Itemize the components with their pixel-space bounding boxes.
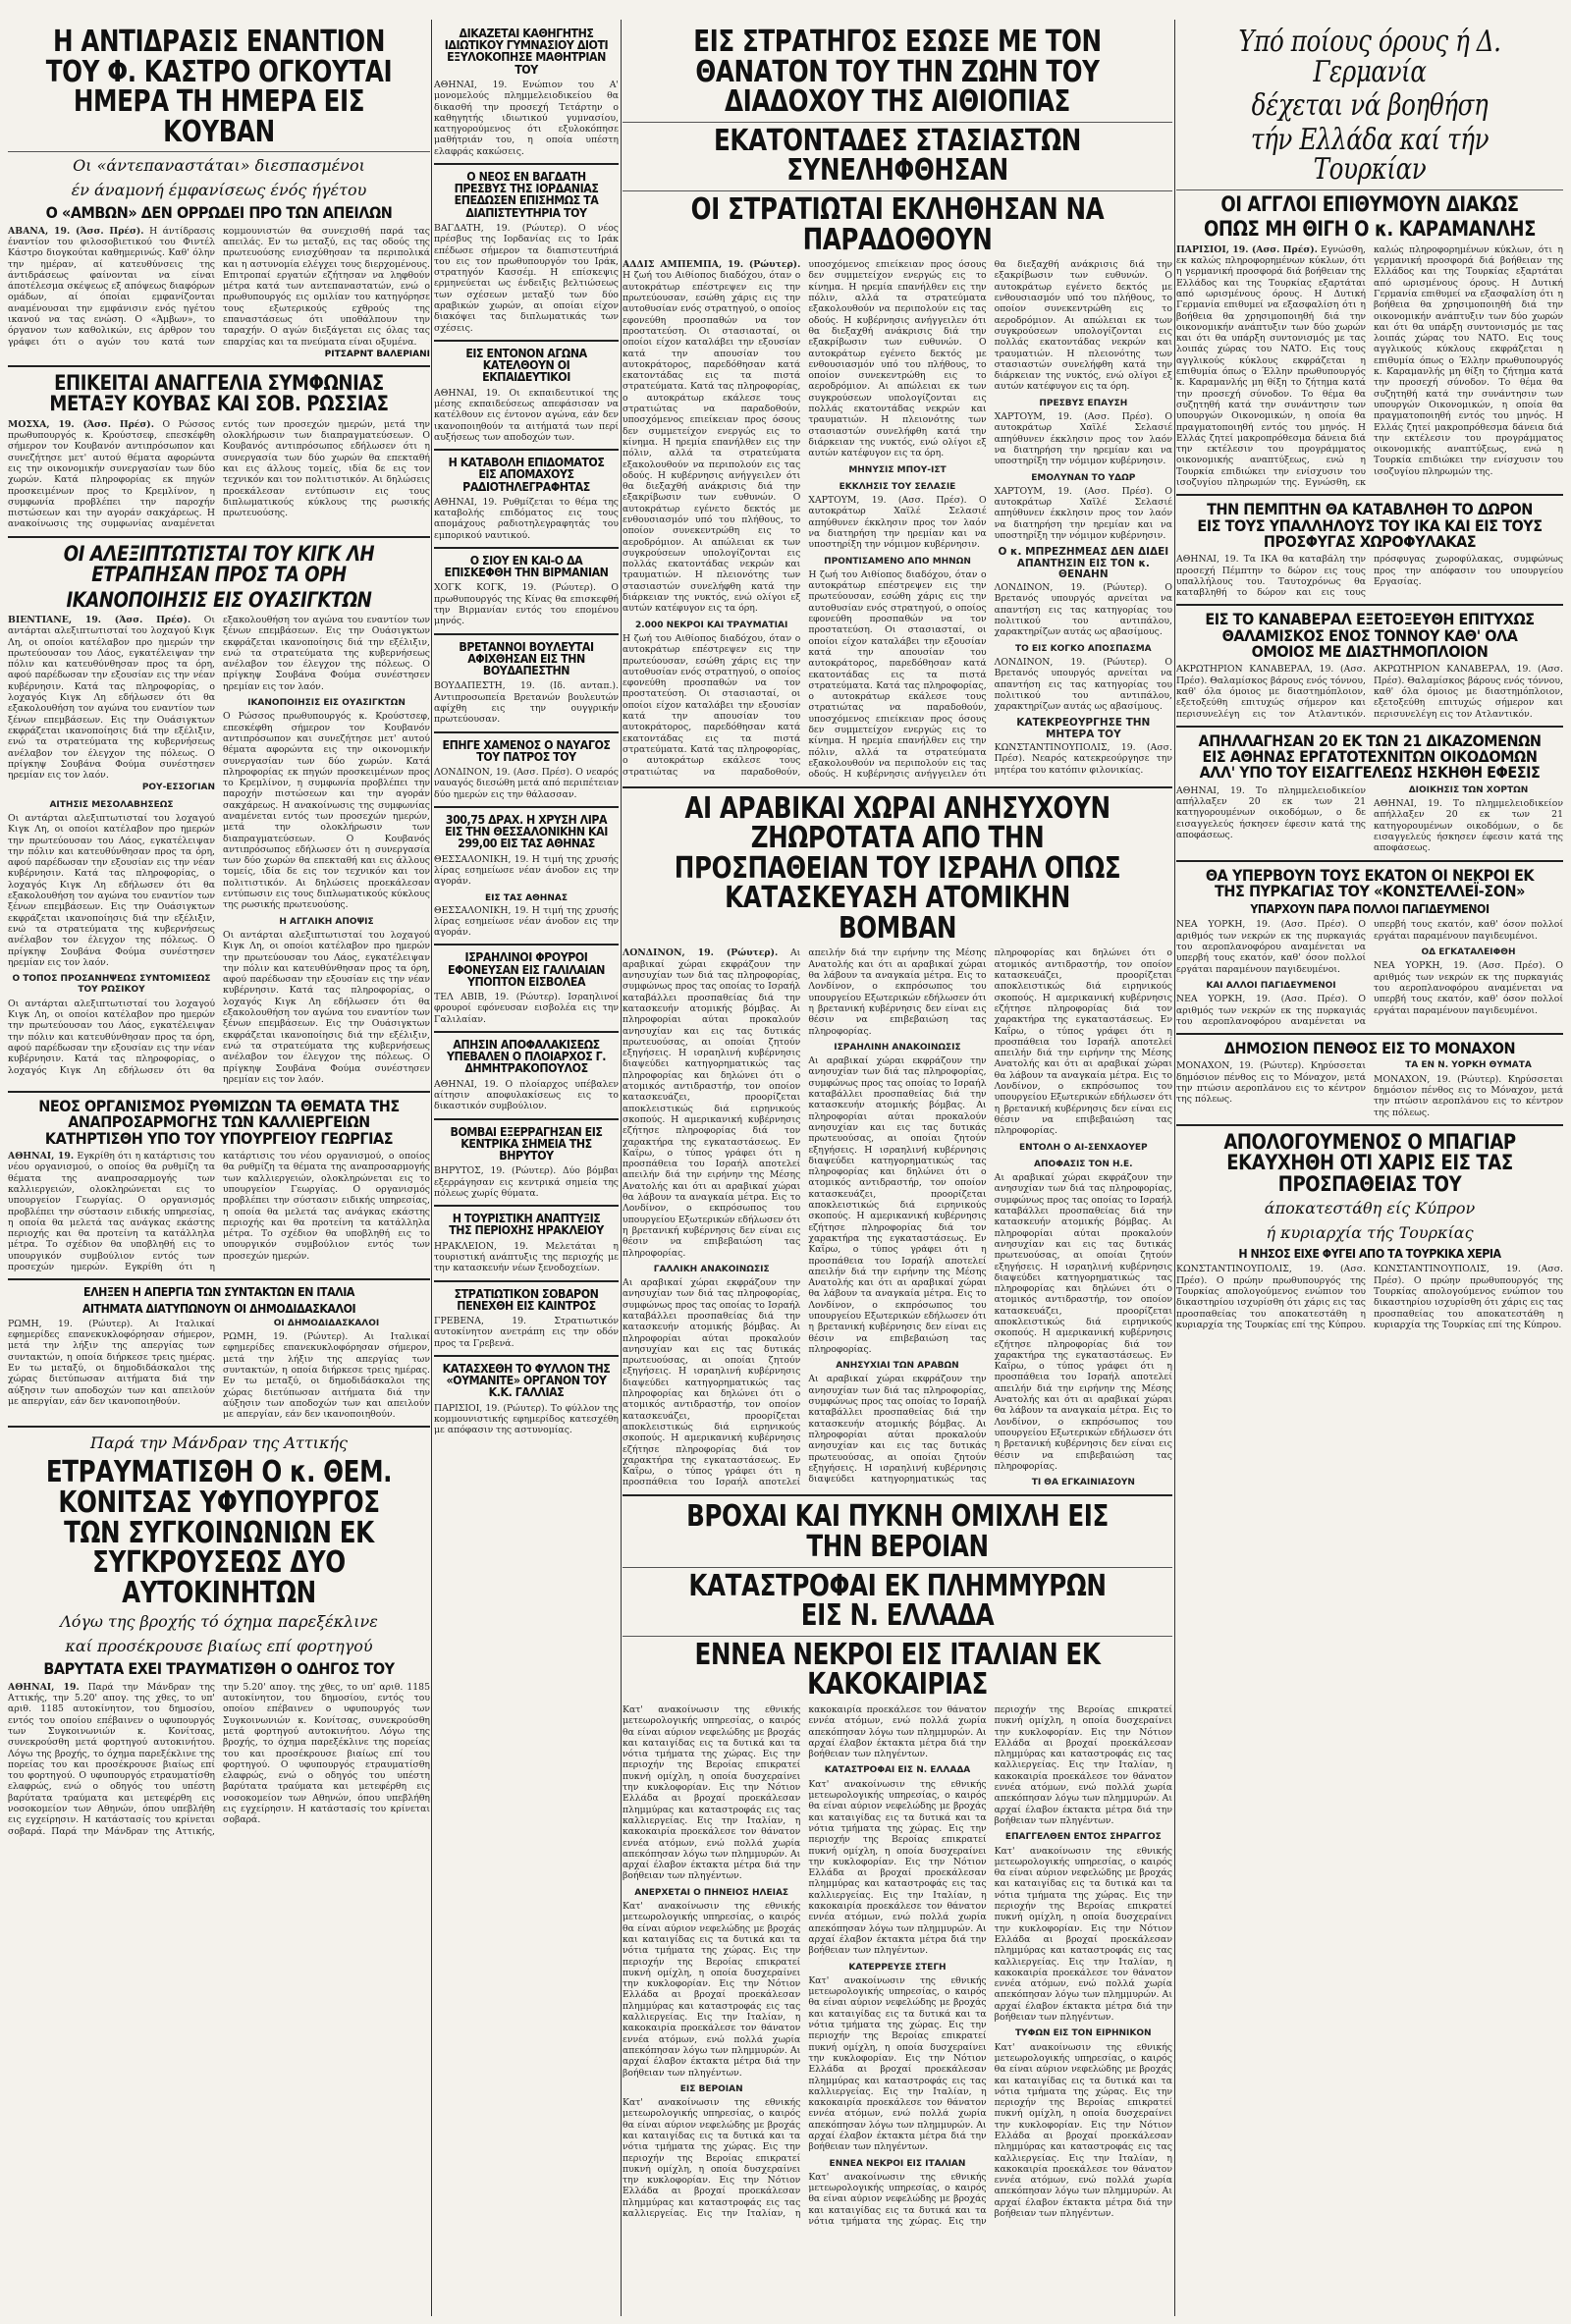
subheadline: ή κυριαρχία τής Τουρκίας xyxy=(1266,1223,1474,1243)
article-humanite xyxy=(434,1363,619,1436)
body-text: ΧΑΡΤΟΥΜ, 19. (Ασσ. Πρέσ). Ο αυτοκράτωρ Χαϊλέ Σελασιέ απηύθυνεν έκκλησιν προς τον λαόν να διατηρήση την ηρεμίαν και να υποστηρίξη την νόμιμον κυβέρνησιν. xyxy=(808,495,987,551)
subheadline: καί προσέκρουσε βιαίως επί φορτηγού xyxy=(65,1637,373,1656)
headline: ΑΠΗΣΙΝ ΑΠΟΦΑΛΑΚΙΣΕΩΣ ΥΠΕΒΑΛΕΝ Ο ΠΛΟΙΑΡΧΟΣ Γ. ΔΗΜΗΤΡΑΚΟΠΟΥΛΟΣ xyxy=(447,1037,606,1076)
headline: ΝΕΟΣ ΟΡΓΑΝΙΣΜΟΣ ΡΥΘΜΙΖΩΝ ΤΑ ΘΕΜΑΤΑ ΤΗΣ ΑΝΑΠΡΟΣΑΡΜΟΓΗΣ ΤΩΝ ΚΑΛΛΙΕΡΓΕΙΩΝ ΚΑΤΗΡΤΙΣΘΗ ΥΠΟ ΤΟΥ ΥΠΟΥΡΓΕΙΟΥ ΓΕΩΡΓΙΑΣ xyxy=(38,1097,400,1148)
subheadline: ΥΠΑΡΧΟΥΝ ΠΑΡΑ ΠΟΛΛΟΙ ΠΑΓΙΔΕΥΜΕΝΟΙ xyxy=(1250,902,1490,917)
article-body: ΑΘΗΝΑΙ, 19. Ενώπιον του Α' μονομελούς πλημμελειοδικείου θα δικασθή την προσεχή Τετάρτην ο καθηγητής ιδιωτικού γυμνασίου, κατηγορούμενος ότι εξυλοκόπησε μαθήτριάν του, η οποία υπέστη ελαφράς κακώσεις. xyxy=(434,79,619,157)
article-bayar xyxy=(1176,1129,1563,1330)
body-text: Η ζωή του Αιθίοπος διαδόχου, όταν ο αυτοκράτωρ επέστρεψεν εις την πρωτεύουσαν, εσώθη χάρις εις την αυτοθυσίαν ενός στρατηγού, ο οποίος εφονεύθη προσπαθών να τον προστατεύση. Οι στασιασταί, οι οποίοι είχον καταλάβει την εξουσίαν κατά την απουσίαν του αυτοκράτορος, παρεδόθησαν κατά εκατοντάδας εις τα πιστά στρατεύματα. Κατά τας πληροφορίας, ο αυτοκράτωρ εκάλεσε τους στρατιώτας να παραδοθούν, υποσχόμενος επιείκειαν προς όσους δεν συμμετείχον ενεργώς εις το κίνημα. Η ηρεμία επανήλθεν εις την πόλιν, αλλά τα στρατεύματα εξακολουθούν να περιπολούν εις τας οδούς. Η κυβέρνησις ανήγγειλεν ότι θα διεξαχθή ανάκρισις διά την εξακρίβωσιν των ευθυνών. Ο αυτοκράτωρ εγένετο δεκτός με ενθουσιασμόν υπό του πλήθους, το οποίον συνεκεντρώθη εις το αεροδρόμιον. Αι απώλειαι εκ των συγκρούσεων υπολογίζονται εις πολλάς εκατοντάδας νεκρών και τραυματιών. Η πλειονότης των στασιαστών συνελήφθη κατά την διάρκειαν της νυκτός, ενώ ολίγοι εξ αυτών κατέφυγον εις τα όρη. xyxy=(623,259,987,778)
divider xyxy=(1176,1124,1563,1126)
body-text: Κατ' ανακοίνωσιν της εθνικής μετεωρολογικής υπηρεσίας, ο καιρός θα είναι αύριον νεφελώδης με βροχάς και καταιγίδας εις τα δυτικά και τα νότια τμήματα της χώρας. Εις την περιοχήν της Βεροίας επικρατεί πυκνή ομίχλη, η οποία δυσχεραίνει την κυκλοφορίαν. Εις την Νότιον Ελλάδα αι βροχαί προεκάλεσαν πλημμύρας και καταστροφάς εις τας καλλιεργείας. Εις την Ιταλίαν, η κακοκαιρία προεκάλεσε τον θάνατον εννέα ατόμων, ενώ πολλά χωρία απεκόπησαν λόγω των πλημμυρών. Αι αρχαί έλαβον έκτακτα μέτρα διά την βοήθειαν των πληγέντων. xyxy=(808,1778,987,1957)
article-konitsas xyxy=(8,1433,430,1836)
section-subhead: ΑΠΟΦΑΣΙΣ ΤΟΝ Η.Ε. xyxy=(1034,1159,1133,1169)
section-subhead: ΚΑΤΕΡΡΕΥΣΕ ΣΤΕΓΗ xyxy=(848,1962,947,1973)
article-body xyxy=(623,947,1172,1488)
dateline: ΛΟΝΔΙΝΟΝ, 19. (Ρώυτερ). xyxy=(623,947,779,959)
body-text: ΧΑΡΤΟΥΜ, 19. (Ασσ. Πρέσ). Ο αυτοκράτωρ Χαϊλέ Σελασιέ απηύθυνεν έκκλησιν προς τον λαόν να διατηρήση την ηρεμίαν και να υποστηρίξη την νόμιμον κυβέρνησιν. xyxy=(994,411,1172,467)
section-subhead: ΤΙ ΘΑ ΕΓΚΑΙΝΙΑΣΟΥΝ xyxy=(1031,1478,1135,1488)
divider xyxy=(1176,604,1563,606)
divider xyxy=(8,151,430,152)
headline: ΔΗΜΟΣΙΟΝ ΠΕΝΘΟΣ ΕΙΣ ΤΟ ΜΟΝΑΧΟΝ xyxy=(1223,1039,1516,1058)
body-text: Η άντίδρασις έναντίον του φιλοσοβιετικού του Φιντέλ Κάστρο διογκούται καθημερινώς. Καθ' όλην την ημέραν, αί κατευθύνσεις της άντιδράσεως φαίνονται να είναι άποτέλεσμα σκέψεως εξ απόψεως διαφόρων ομάδων, αί όποίαι εμφανίζονται αναμένουσαι την εμφάνισιν ενός ηγέτου ικανού να τας ενώση. Ο «Άμβων», το όργανον των καθολικών, εις άρθρον του γράφει ότι ο αγών του κατά των κομμουνιστών θα συνεχισθή παρά τας απειλάς. Εν τω μεταξύ, εις τας οδούς της πρωτευούσης ενισχύθησαν τα περιπολικά και η αστυνομία ελέγχει τους διερχομένους. Επιτροπαί εργατών εζήτησαν να ληφθούν μέτρα κατά των αντεπαναστατών, ενώ ο πρωθυπουργός εις ομιλίαν του κατηγόρησε τους εξωτερικούς εχθρούς της επαναστάσεως ότι υποθάλπουν την ταραχήν. Ο αγών διεξάγεται εις όλας τας επαρχίας και τα πνεύματα είναι οξυμένα. xyxy=(8,225,430,348)
headline: Υπό ποίους όρους ή Δ. Γερμανία xyxy=(1238,27,1501,89)
section-subhead: ΕΙΣ ΤΑΣ ΑΘΗΝΑΣ xyxy=(485,892,568,903)
headline: ΑΠΟΛΟΓΟΥΜΕΝΟΣ Ο ΜΠΑΓΙΑΡ ΕΚΑΥΧΗΘΗ ΟΤΙ ΧΑΡΙΣ ΕΙΣ ΤΑΣ ΠΡΟΣΠΑΘΕΙΑΣ ΤΟΥ xyxy=(1223,1129,1516,1196)
article-body xyxy=(1176,919,1563,1027)
divider xyxy=(434,547,619,549)
body-text: ΑΚΡΩΤΗΡΙΟΝ ΚΑΝΑΒΕΡΑΛ, 19. (Ασσ. Πρέσ). Θαλαμίσκος βάρους ενός τόννου, καθ' όλα όμοιος με διαστημόπλοιον, εξετοξεύθη επιτυχώς σήμερον και περισυνελέγη εις τον Ατλαντικόν. xyxy=(1374,664,1563,720)
subheadline: ΙΚΑΝΟΠΟΙΗΣΙΣ ΕΙΣ ΟΥΑΣΙΓΚΤΩΝ xyxy=(66,587,372,612)
body-text: ΚΩΝΣΤΑΝΤΙΝΟΥΠΟΛΙΣ, 19. (Ασσ. Πρέσ). Ο πρώην πρωθυπουργός της Τουρκίας απολογούμενος ενώπιον του δικαστηρίου ισχυρίσθη ότι χάρις εις τας προσπαθείας του αποκατεστάθη η κυριαρχία της Τουρκίας επί της Κύπρου. xyxy=(1176,1264,1366,1330)
divider xyxy=(434,806,619,808)
headline: ΙΣΡΑΗΛΙΝΟΙ ΦΡΟΥΡΟΙ ΕΦΟΝΕΥΣΑΝ ΕΙΣ ΓΑΛΙΛΑΙΑΝ ΥΠΟΠΤΟΝ ΕΙΣΒΟΛΕΑ xyxy=(448,950,605,989)
body-text: Αι αραβικαί χώραι εκφράζουν την ανησυχίαν των διά τας πληροφορίας, συμφώνως προς τας οποίας το Ισραήλ καταβάλλει προσπαθείας διά την κατασκευήν ατομικής βόμβας. Αι πληροφορίαι αύται προκαλούν ανησυχίαν και εις τας δυτικάς πρωτευούσας, αι οποίαι ζητούν εξηγήσεις. Η ισραηλινή κυβέρνησις διαψεύδει κατηγορηματικώς τας πληροφορίας και δηλώνει ότι ο ατομικός αντιδραστήρ, τον οποίον κατασκευάζει, προορίζεται αποκλειστικώς διά ειρηνικούς σκοπούς. Η αμερικανική κυβέρνησις εζήτησε πληροφορίας διά τον χαρακτήρα της εγκαταστάσεως. Εν Καΐρω, ο τύπος γράφει ότι η προσπάθεια του Ισραήλ αποτελεί απειλήν διά την ειρήνην της Μέσης Ανατολής και ότι αι αραβικαί χώραι θα λάβουν τα αναγκαία μέτρα. Εις το Λονδίνον, ο εκπρόσωπος του υπουργείου Εξωτερικών εδήλωσεν ότι η βρετανική κυβέρνησις δεν είναι εις θέσιν να επιβεβαιώση τας πληροφορίας. xyxy=(808,1055,987,1355)
article-body: ΒΟΥΔΑΠΕΣΤΗ, 19. (Ιδ. ανταπ.). Αντιπροσωπεία Βρετανών βουλευτών αφίχθη εις την ουγγρικήν πρωτεύουσαν. xyxy=(434,680,619,726)
article-body: ΑΘΗΝΑΙ, 19. Οι εκπαιδευτικοί της μέσης εκπαιδεύσεως απεφάσισαν να κατέλθουν εις έντονον αγώνα, εάν δεν ικανοποιηθούν τα αιτήματά των περί αυξήσεως των αποδοχών των. xyxy=(434,387,619,443)
article-heraklion xyxy=(434,1213,619,1273)
article-radio xyxy=(434,457,619,541)
subheadline: ΟΠΩΣ ΜΗ ΘΙΓΗ Ο κ. ΚΑΡΑΜΑΝΛΗΣ xyxy=(1203,217,1537,242)
body-text: ΜΟΝΑΧΟΝ, 19. (Ρώυτερ). Κηρύσσεται δημόσιον πένθος εις το Μόναχον, μετά την πτώσιν αεροπλάνου εις το κέντρον της πόλεως. xyxy=(1176,1060,1366,1106)
article-body xyxy=(1176,244,1563,489)
article-italy-strike xyxy=(8,1286,430,1420)
column-1 xyxy=(8,27,430,2314)
body-text: Αι αραβικαί χώραι εκφράζουν την ανησυχίαν των διά τας πληροφορίας, συμφώνως προς τας οποίας το Ισραήλ καταβάλλει προσπαθείας διά την κατασκευήν ατομικής βόμβας. Αι πληροφορίαι αύται προκαλούν ανησυχίαν και εις τας δυτικάς πρωτευούσας, αι οποίαι ζητούν εξηγήσεις. Η ισραηλινή κυβέρνησις διαψεύδει κατηγορηματικώς τας πληροφορίας και δηλώνει ότι ο ατομικός αντιδραστήρ, τον οποίον κατασκευάζει, προορίζεται αποκλειστικώς διά ειρηνικούς σκοπούς. Η αμερικανική κυβέρνησις εζήτησε πληροφορίας διά τον χαρακτήρα της εγκαταστάσεως. Εν Καΐρω, ο τύπος γράφει ότι η προσπάθεια του Ισραήλ αποτελεί απειλήν διά την ειρήνην της Μέσης Ανατολής και ότι αι αραβικαί χώραι θα λάβουν τα αναγκαία μέτρα. Εις το Λονδίνον, ο εκπρόσωπος του υπουργείου Εξωτερικών εδήλωσεν ότι η βρετανική κυβέρνησις δεν είναι εις θέσιν να επιβεβαιώση τας πληροφορίας. xyxy=(623,947,801,1259)
headline: Ο ΝΕΟΣ ΕΝ ΒΑΓΔΑΤΗ ΠΡΕΣΒΥΣ ΤΗΣ ΙΟΡΔΑΝΙΑΣ ΕΠΕΔΩΣΕΝ ΕΠΙΣΗΜΩΣ ΤΑ ΔΙΑΠΙΣΤΕΥΤΗΡΙΑ ΤΟΥ xyxy=(454,170,599,220)
article-israel-guards xyxy=(434,951,619,1025)
article-body xyxy=(623,259,1172,780)
section-subhead: ΚΑΤΕΚΡΕΟΥΡΓΗΣΕ ΤΗΝ ΜΗΤΕΡΑ ΤΟΥ xyxy=(1016,717,1151,740)
subheadline: ΑΙΤΗΜΑΤΑ ΔΙΑΤΥΠΩΝΟΥΝ ΟΙ ΔΗΜΟΔΙΔΑΣΚΑΛΟΙ xyxy=(81,1301,356,1316)
section-subhead: 2.000 ΝΕΚΡΟΙ ΚΑΙ ΤΡΑΥΜΑΤΙΑΙ xyxy=(634,620,788,630)
headline: ΔΙΚΑΖΕΤΑΙ ΚΑΘΗΓΗΤΗΣ ΙΔΙΩΤΙΚΟΥ ΓΥΜΝΑΣΙΟΥ ΔΙΟΤΙ ΕΞΥΛΟΚΟΠΗΣΕ ΜΑΘΗΤΡΙΑΝ ΤΟΥ xyxy=(444,27,609,77)
column-2 xyxy=(434,27,619,2314)
article-agriculture xyxy=(8,1099,430,1272)
dateline: ΒΙΕΝΤΙΑΝΕ, 19. (Άσσ. Πρέσ). xyxy=(8,614,191,625)
divider xyxy=(434,1205,619,1207)
section-subhead: ΜΗΝΥΣΙΣ ΜΠΟΥ-ΙΣΤ xyxy=(848,464,947,475)
body-text: Κατ' ανακοίνωσιν της εθνικής μετεωρολογικής υπηρεσίας, ο καιρός θα είναι αύριον νεφελώδης με βροχάς και καταιγίδας εις τα δυτικά και τα νότια τμήματα της χώρας. Εις την περιοχήν της Βεροίας επικρατεί πυκνή ομίχλη, η οποία δυσχεραίνει την κυκλοφορίαν. Εις την Νότιον Ελλάδα αι βροχαί προεκάλεσαν πλημμύρας και καταστροφάς εις τας καλλιεργείας. Εις την Ιταλίαν, η κακοκαιρία προεκάλεσε τον θάνατον εννέα ατόμων, ενώ πολλά χωρία απεκόπησαν λόγω των πλημμυρών. Αι αρχαί έλαβον έκτακτα μέτρα διά την βοήθειαν των πληγέντων. xyxy=(623,1704,801,1882)
article-germany-aid xyxy=(1176,27,1563,488)
dateline: ΑΘΗΝΑΙ, 19. xyxy=(8,1151,75,1162)
article-grevena xyxy=(434,1288,619,1349)
headline: ΚΑΤΑΣΧΕΘΗ ΤΟ ΦΥΛΛΟΝ ΤΗΣ «ΟΥΜΑΝΙΤΕ» ΟΡΓΑΝΟΝ ΤΟΥ Κ.Κ. ΓΑΛΛΙΑΣ xyxy=(442,1361,611,1400)
subheadline: Οι «άντεπαναστάται» διεσπασμένοι xyxy=(73,156,365,176)
headline: δέχεται νά βοηθήση xyxy=(1251,88,1489,124)
body-text: ΛΟΝΔΙΝΟΝ, 19. (Ρώυτερ). Ο Βρετανός υπουργός αρνείται να απαντήση εις τας κατηγορίας του πολιτικού του αντιπάλου, χαρακτηρίζων αυτάς ως αβασίμους. xyxy=(994,656,1172,713)
section-subhead: ΤΥΦΩΝ ΕΙΣ ΤΟΝ ΕΙΡΗΝΙΚΟΝ xyxy=(1015,2028,1152,2039)
body-text: Κατ' ανακοίνωσιν της εθνικής μετεωρολογικής υπηρεσίας, ο καιρός θα είναι αύριον νεφελώδης με βροχάς και καταιγίδας εις τα δυτικά και τα νότια τμήματα της χώρας. Εις την περιοχήν της Βεροίας επικρατεί πυκνή ομίχλη, η οποία δυσχεραίνει την κυκλοφορίαν. Εις την Νότιον Ελλάδα αι βροχαί προεκάλεσαν πλημμύρας και καταστροφάς εις τας καλλιεργείας. Εις την Ιταλίαν, η κακοκαιρία προεκάλεσε τον θάνατον εννέα ατόμων, ενώ πολλά χωρία απεκόπησαν λόγω των πλημμυρών. Αι αρχαί έλαβον έκτακτα μέτρα διά την βοήθειαν των πληγέντων. xyxy=(808,1974,987,2153)
divider xyxy=(434,633,619,635)
subheadline: ΚΑΤΑΣΤΡΟΦΑΙ ΕΚ ΠΛΗΜΜΥΡΩΝ ΕΙΣ Ν. ΕΛΛΑΔΑ xyxy=(688,1568,1107,1634)
headline: ΘΑ ΥΠΕΡΒΟΥΝ ΤΟΥΣ ΕΚΑΤΟΝ ΟΙ ΝΕΚΡΟΙ ΕΚ ΤΗΣ ΠΥΡΚΑΓΙΑΣ ΤΟΥ «ΚΟΝΣΤΕΛΛΕΪ-ΣΟΝ» xyxy=(1205,865,1535,900)
article-builders xyxy=(1176,730,1563,854)
divider xyxy=(1176,494,1563,496)
divider xyxy=(8,1426,430,1428)
divider xyxy=(623,1636,1172,1637)
section-subhead: ΔΙΟΙΚΗΣΙΣ ΤΩΝ ΧΟΡΤΩΝ xyxy=(1408,784,1529,795)
headline: ΕΠΗΓΕ ΧΑΜΕΝΟΣ Ο ΝΑΥΑΓΟΣ ΤΟΥ ΠΑΤΡΟΣ ΤΟΥ xyxy=(442,737,611,764)
article-body xyxy=(1176,785,1563,854)
body-text: ΡΩΜΗ, 19. (Ρώυτερ). Αι Ιταλικαί εφημερίδες επανεκυκλοφόρησαν σήμερον, μετά την λήξιν της απεργίας των συντακτών, η οποία διήρκεσε τρεις ημέρας. Εν τω μεταξύ, οι δημοδιδάσκαλοι της χώρας διετύπωσαν αιτήματα διά την αύξησιν των αποδοχών των και απειλούν με απεργίαν, εάν δεν ικανοποιηθούν. xyxy=(8,1318,215,1407)
dateline: ΑΔΔΙΣ ΑΜΠΕΜΠΑ, 19. (Ρώυτερ). xyxy=(623,259,801,271)
subheadline: άποκατεστάθη είς Κύπρον xyxy=(1264,1199,1476,1218)
dateline: ΑΒΑΝΑ, 19. (Άσσ. Πρέσ). xyxy=(8,225,144,237)
section-subhead: ΤΟ ΕΙΣ ΚΟΓΚΟ ΑΠΟΣΠΑΣΜΑ xyxy=(1014,643,1152,654)
article-body xyxy=(1176,1060,1563,1117)
subheadline: ΟΙ ΑΓΓΛΟΙ ΕΠΙΘΥΜΟΥΝ ΔΙΑΚΩΣ xyxy=(1220,191,1519,216)
body-text: Οι αντάρται αλεξιπτωτισταί του λοχαγού Κιγκ Λη, οι οποίοι κατέλαβον προ ημερών την πρωτεύουσαν του Λάος, εγκατέλειψαν την πόλιν και κατευθύνθησαν προς τα όρη, αφού παρέδωσαν την εξουσίαν εις την νέαν κυβέρνησιν. Κατά τας πληροφορίας, ο λοχαγός Κιγκ Λη εδήλωσεν ότι θα εξακολουθήση τον αγώνα του εναντίον των ξένων επεμβάσεων. Εις την Ουάσιγκτων εκφράζεται ικανοποίησις διά την εξέλιξιν, ενώ τα στρατεύματα της κυβερνήσεως ανέλαβον τον έλεγχον της πόλεως. Ο πρίγκηψ Σουβάνα Φούμα συνέστησεν ηρεμίαν εις τον λαόν. xyxy=(8,813,215,968)
divider xyxy=(434,944,619,946)
column-rule xyxy=(621,20,622,2316)
headline: 300,75 ΔΡΑΧ. Η ΧΡΥΣΗ ΛΙΡΑ ΕΙΣ ΤΗΝ ΘΕΣΣΑΛΟΝΙΚΗΝ ΚΑΙ 299,00 ΕΙΣ ΤΑΣ ΑΘΗΝΑΣ xyxy=(445,812,608,851)
article-body xyxy=(623,1704,1172,2227)
article-body xyxy=(8,615,430,1085)
headline: ΕΙΣ ΕΝΤΟΝΟΝ ΑΓΩΝΑ ΚΑΤΕΛΘΟΥΝ ΟΙ ΕΚΠΑΙΔΕΥΤΙΚΟΙ xyxy=(465,346,587,385)
article-budapest xyxy=(434,641,619,726)
divider xyxy=(8,1278,430,1280)
headline: ΒΡΟΧΑΙ ΚΑΙ ΠΥΚΝΗ ΟΜΙΧΛΗ ΕΙΣ ΤΗΝ ΒΕΡΟΙΑΝ xyxy=(686,1499,1109,1565)
article-castro xyxy=(8,27,430,359)
body-text: Εγκρίθη ότι η κατάρτισις του νέου οργανισμού, ο οποίος θα ρυθμίζη τα θέματα της αναπροσαρμογής των καλλιεργειών, ολοκληρώνεται εις το υπουργείον Γεωργίας. Ο οργανισμός προβλέπει την σύστασιν ειδικής υπηρεσίας, η οποία θα μελετά τας ανάγκας εκάστης περιοχής και θα προτείνη τα κατάλληλα μέτρα. Το σχέδιον θα υποβληθή εις το υπουργικόν συμβούλιον εντός των προσεχών ημερών. xyxy=(8,1151,215,1273)
article-laos xyxy=(8,541,430,1085)
body-text: ΛΟΝΔΙΝΟΝ, 19. (Ρώυτερ). Ο Βρετανός υπουργός αρνείται να απαντήση εις τας κατηγορίας του πολιτικού του αντιπάλου, χαρακτηρίζων αυτάς ως αβασίμους. xyxy=(994,582,1172,638)
headline: ΣΤΡΑΤΙΩΤΙΚΟΝ ΣΟΒΑΡΟΝ ΠΕΝΕΧΘΗ ΕΙΣ ΚΑΙΝΤΡΟΣ xyxy=(454,1286,599,1313)
body-text: Κατ' ανακοίνωσιν της εθνικής μετεωρολογικής υπηρεσίας, ο καιρός θα είναι αύριον νεφελώδης με βροχάς και καταιγίδας εις τα δυτικά και τα νότια τμήματα της χώρας. Εις την περιοχήν της Βεροίας επικρατεί πυκνή ομίχλη, η οποία δυσχεραίνει την κυκλοφορίαν. Εις την Νότιον Ελλάδα αι βροχαί προεκάλεσαν πλημμύρας και καταστροφάς εις τας καλλιεργείας. Εις την Ιταλίαν, η κακοκαιρία προεκάλεσε τον θάνατον εννέα ατόμων, ενώ πολλά χωρία απεκόπησαν λόγω των πλημμυρών. Αι αρχαί έλαβον έκτακτα μέτρα διά την βοήθειαν των πληγέντων. xyxy=(623,1704,987,2220)
article-body: ΘΕΣΣΑΛΟΝΙΚΗ, 19. Η τιμή της χρυσής λίρας εσημείωσε νέαν άνοδον εις την αγοράν. xyxy=(434,853,619,888)
headline: τήν Ελλάδα καί τήν Τουρκίαν xyxy=(1250,122,1490,188)
divider xyxy=(434,1280,619,1282)
section-subhead: Ο ΤΟΠΟΣ ΠΡΟΣΑΝΗΨΕΩΣ ΣΥΝΤΟΜΙΣΕΩΣ ΤΟΥ ΡΩΣΙΚΟΥ xyxy=(12,974,211,996)
divider xyxy=(434,731,619,733)
section-subhead: ΠΡΕΣΒΥΣ ΕΠΑΥΣΗ xyxy=(1039,398,1128,408)
article-body xyxy=(8,226,430,348)
body-text: Εγνώσθη, εκ καλώς πληροφορημένων κύκλων, ότι η γερμανική προσφορά διά βοήθειαν της Ελλάδος και της Τουρκίας εξαρτάται από ωρισμένους όρους. Η Δυτική Γερμανία επιθυμεί να εξασφαλίση ότι η βοήθεια θα χρησιμοποιηθή διά την οικονομικήν ανάπτυξιν των δύο χωρών και ότι θα υπάρξη συντονισμός με τας λοιπάς χώρας του ΝΑΤΟ. Εις τους αγγλικούς κύκλους εκφράζεται η επιθυμία όπως ο Έλλην πρωθυπουργός κ. Καραμανλής μη θίξη το ζήτημα κατά την προσεχή σύνοδον. Το θέμα θα συζητηθή κατά την συνάντησιν των υπουργών Οικονομικών, η οποία θα πραγματοποιηθή εντός του μηνός. Η Ελλάς ζητεί μακροπρόθεσμα δάνεια διά την εκτέλεσιν του προγράμματος οικονομικής αναπτύξεως, ενώ η Τουρκία επιδιώκει την ενίσχυσιν του ισοζυγίου πληρωμών της. xyxy=(1305,243,1563,489)
dateline: ΜΟΣΧΑ, 19. (Άσσ. Πρέσ). xyxy=(8,418,154,430)
headline: ΕΙΣ ΣΤΡΑΤΗΓΟΣ ΕΣΩΣΕ ΜΕ ΤΟΝ ΘΑΝΑΤΟΝ ΤΟΥ ΤΗΝ ΖΩΗΝ ΤΟΥ ΔΙΑΔΟΧΟΥ ΤΗΣ ΑΙΘΙΟΠΙΑΣ xyxy=(693,27,1102,120)
section-subhead: ΤΑ ΕΝ Ν. ΥΟΡΚΗ ΘΥΜΑΤΑ xyxy=(1405,1060,1532,1071)
divider xyxy=(434,340,619,342)
divider xyxy=(8,365,430,367)
subheadline: έν άναμονή έμφανίσεως ένός ήγέτου xyxy=(71,181,367,200)
section-subhead: ΚΑΙ ΑΛΛΟΙ ΠΑΓΙΔΕΥΜΕΝΟΙ xyxy=(1206,980,1336,991)
article-constellation-fire xyxy=(1176,865,1563,1028)
article-ika-bonus xyxy=(1176,502,1563,598)
body-text: Εγκρίθη ότι η κατάρτισις του νέου οργανισμού, ο οποίος θα ρυθμίζη τα θέματα της αναπροσαρμογής των καλλιεργειών, ολοκληρώνεται εις το υπουργείον Γεωργίας. Ο οργανισμός προβλέπει την σύστασιν ειδικής υπηρεσίας, η οποία θα μελετά τας ανάγκας εκάστης περιοχής και θα προτείνη τα κατάλληλα μέτρα. Το σχέδιον θα υποβληθή εις το υπουργικόν συμβούλιον εντός των προσεχών ημερών. xyxy=(124,1151,430,1273)
subheadline: ΕΚΑΤΟΝΤΑΔΕΣ ΣΤΑΣΙΑΣΤΩΝ ΣΥΝΕΛΗΦΘΗΣΑΝ xyxy=(714,123,1081,189)
headline: ΒΟΜΒΑΙ ΕΞΕΡΡΑΓΗΣΑΝ ΕΙΣ ΚΕΝΤΡΙΚΑ ΣΗΜΕΙΑ ΤΗΣ ΒΗΡΥΤΟΥ xyxy=(450,1124,603,1163)
body-text: ΑΚΡΩΤΗΡΙΟΝ ΚΑΝΑΒΕΡΑΛ, 19. (Ασσ. Πρέσ). Θαλαμίσκος βάρους ενός τόννου, καθ' όλα όμοιος με διαστημόπλοιον, εξετοξεύθη επιτυχώς σήμερον και περισυνελέγη εις τον Ατλαντικόν. xyxy=(1176,664,1366,720)
body-text: Αι αραβικαί χώραι εκφράζουν την ανησυχίαν των διά τας πληροφορίας, συμφώνως προς τας οποίας το Ισραήλ καταβάλλει προσπαθείας διά την κατασκευήν ατομικής βόμβας. Αι πληροφορίαι αύται προκαλούν ανησυχίαν και εις τας δυτικάς πρωτευούσας, αι οποίαι ζητούν εξηγήσεις. Η ισραηλινή κυβέρνησις διαψεύδει κατηγορηματικώς τας πληροφορίας και δηλώνει ότι ο ατομικός αντιδραστήρ, τον οποίον κατασκευάζει, προορίζεται αποκλειστικώς διά ειρηνικούς σκοπούς. Η αμερικανική κυβέρνησις εζήτησε πληροφορίας διά τον χαρακτήρα της εγκαταστάσεως. Εν Καΐρω, ο τύπος γράφει ότι η προσπάθεια του Ισραήλ αποτελεί απειλήν διά την ειρήνην της Μέσης Ανατολής και ότι αι αραβικαί χώραι θα λάβουν τα αναγκαία μέτρα. Εις το Λονδίνον, ο εκπρόσωπος του υπουργείου Εξωτερικών εδήλωσεν ότι η βρετανική κυβέρνησις δεν είναι εις θέσιν να επιβεβαιώση τας πληροφορίας. xyxy=(994,1172,1172,1472)
body-text: Ο Ρώσσος πρωθυπουργός κ. Κρούστσεφ, επεσκέφθη σήμερον τον Κουβανόν αντιπρόσωπον και συνεζήτησε μετ' αυτού θέματα αφορώντα εις την οικονομικήν συνεργασίαν των δύο χωρών. Κατά πληροφορίας εκ πηγών προσκειμένων προς το Κρεμλίνον, η συμφωνία προβλέπει την παροχήν πιστώσεων και την αγοράν σακχάρεως. Η ανακοίνωσις της συμφωνίας αναμένεται εντός των προσεχών ημερών, μετά την ολοκλήρωσιν των διαπραγματεύσεων. Ο Κουβανός αντιπρόσωπος εδήλωσεν ότι η συνεργασία των δύο χωρών θα επεκταθή και εις άλλους τομείς, ιδία δε εις τον τεχνικόν και τον πολιτιστικόν. Αι δηλώσεις προεκάλεσαν εντύπωσιν εις τους διπλωματικούς κύκλους της ρωσικής πρωτευούσης. xyxy=(223,711,430,911)
article-castaway xyxy=(434,739,619,800)
article-body: ΠΑΡΙΣΙΟΙ, 19. (Ρώυτερ). Το φύλλον της κομμουνιστικής εφημερίδος κατεσχέθη με απόφασιν της αστυνομίας. xyxy=(434,1402,619,1436)
subheadline: ΕΝΝΕΑ ΝΕΚΡΟΙ ΕΙΣ ΙΤΑΛΙΑΝ ΕΚ ΚΑΚΟΚΑΙΡΙΑΣ xyxy=(694,1637,1101,1702)
divider xyxy=(434,449,619,451)
article-atomic-bomb xyxy=(623,790,1172,1489)
divider xyxy=(434,163,619,165)
byline: ΡΙΤΣΑΡΝΤ ΒΑΛΕΡΙΑΝΙ xyxy=(324,349,430,359)
article-body: ΒΗΡΥΤΟΣ, 19. (Ρώυτερ). Δύο βόμβαι εξερράγησαν εις κεντρικά σημεία της πόλεως χωρίς θύματα. xyxy=(434,1165,619,1199)
article-body: ΛΟΝΔΙΝΟΝ, 19. (Ασσ. Πρέσ). Ο νεαρός ναυαγός διεσώθη μετά από περιπέτειαν δύο ημερών εις την θάλασσαν. xyxy=(434,767,619,800)
divider xyxy=(623,190,1172,191)
headline: ΟΙ ΑΛΕΞΙΠΤΩΤΙΣΤΑΙ ΤΟΥ ΚΙΓΚ ΛΗ ΕΤΡΑΠΗΣΑΝ ΠΡΟΣ ΤΑ ΟΡΗ xyxy=(63,541,375,587)
subheadline: ΒΑΡΥΤΑΤΑ ΕΧΕΙ ΤΡΑΥΜΑΤΙΣΘΗ Ο ΟΔΗΓΟΣ ΤΟΥ xyxy=(43,1659,395,1679)
divider xyxy=(434,1355,619,1357)
divider xyxy=(623,122,1172,123)
article-body xyxy=(8,1319,430,1421)
headline: ΤΗΝ ΠΕΜΠΤΗΝ ΘΑ ΚΑΤΑΒΛΗΘΗ ΤΟ ΔΩΡΟΝ ΕΙΣ ΤΟΥΣ ΥΠΑΛΛΗΛΟΥΣ ΤΟΥ ΙΚΑ ΚΑΙ ΕΙΣ ΤΟΥΣ ΠΡΟΣΦΥΓΑΣ ΧΩΡΟΦΥΛΑΚΑΣ xyxy=(1197,500,1543,551)
body-text: Κατ' ανακοίνωσιν της εθνικής μετεωρολογικής υπηρεσίας, ο καιρός θα είναι αύριον νεφελώδης με βροχάς και καταιγίδας εις τα δυτικά και τα νότια τμήματα της χώρας. Εις την περιοχήν της Βεροίας επικρατεί πυκνή ομίχλη, η οποία δυσχεραίνει την κυκλοφορίαν. Εις την Νότιον Ελλάδα αι βροχαί προεκάλεσαν πλημμύρας και καταστροφάς εις τας καλλιεργείας. Εις την Ιταλίαν, η κακοκαιρία προεκάλεσε τον θάνατον εννέα ατόμων, ενώ πολλά χωρία απεκόπησαν λόγω των πλημμυρών. Αι αρχαί έλαβον έκτακτα μέτρα διά την βοήθειαν των πληγέντων. xyxy=(994,1845,1172,2024)
divider xyxy=(434,1118,619,1120)
headline: Η ΚΑΤΑΒΟΛΗ ΕΠΙΔΟΜΑΤΟΣ ΕΙΣ ΑΠΟΜΑΧΟΥΣ ΡΑΔΙΟΤΗΛΕΓΡΑΦΗΤΑΣ xyxy=(448,456,605,494)
body-text: Οι αντάρται αλεξιπτωτισταί του λοχαγού Κιγκ Λη, οι οποίοι κατέλαβον προ ημερών την πρωτεύουσαν του Λάος, εγκατέλειψαν την πόλιν και κατευθύνθησαν προς τα όρη, αφού παρέδωσαν την εξουσίαν εις την νέαν κυβέρνησιν. Κατά τας πληροφορίας, ο λοχαγός Κιγκ Λη εδήλωσεν ότι θα εξακολουθήση τον αγώνα του εναντίον των ξένων επεμβάσεων. Εις την Ουάσιγκτων εκφράζεται ικανοποίησις διά την εξέλιξιν, ενώ τα στρατεύματα της κυβερνήσεως ανέλαβον τον έλεγχον της πόλεως. Ο πρίγκηψ Σουβάνα Φούμα συνέστησεν ηρεμίαν εις τον λαόν. xyxy=(223,929,430,1085)
article-jordan xyxy=(434,171,619,334)
headline: Ο ΣΙΟΥ ΕΝ ΚΑΙ-Ο ΔΑ ΕΠΙΣΚΕΦΘΗ ΤΗΝ ΒΙΡΜΑΝΙΑΝ xyxy=(444,554,609,580)
article-body: ΤΕΛ ΑΒΙΒ, 19. (Ρώυτερ). Ισραηλινοί φρουροί εφόνευσαν εισβολέα εις την Γαλιλαίαν. xyxy=(434,992,619,1025)
body-text: Οι αντάρται αλεξιπτωτισταί του λοχαγού Κιγκ Λη, οι οποίοι κατέλαβον προ ημερών την πρωτεύουσαν του Λάος, εγκατέλειψαν την πόλιν και κατευθύνθησαν προς τα όρη, αφού παρέδωσαν την εξουσίαν εις την νέαν κυβέρνησιν. Κατά τας πληροφορίας, ο λοχαγός Κιγκ Λη εδήλωσεν ότι θα εξακολουθήση τον αγώνα του εναντίον των ξένων επεμβάσεων. Εις την Ουάσιγκτων εκφράζεται ικανοποίησις διά την εξέλιξιν, ενώ τα στρατεύματα της κυβερνήσεως ανέλαβον τον έλεγχον της πόλεως. Ο πρίγκηψ Σουβάνα Φούμα συνέστησεν ηρεμίαν εις τον λαόν. xyxy=(8,614,215,782)
column-4 xyxy=(1176,27,1563,2314)
section-subhead: ΑΝΗΣΥΧΙΑΙ ΤΩΝ ΑΡΑΒΩΝ xyxy=(836,1361,959,1372)
article-body xyxy=(1176,1264,1563,1330)
article-body: ΑΘΗΝΑΙ, 19. Τα ΙΚΑ θα καταβάλη την προσεχή Πέμπτην το δώρον εις τους υπαλλήλους του. Ταυτοχρόνως θα καταβληθή το δώρον και εις τους πρόσφυγας χωροφύλακας, συμφώνως προς την απόφασιν του υπουργείου Εργασίας. xyxy=(1176,554,1563,599)
article-burma xyxy=(434,555,619,627)
section-subhead: ΕΙΣ ΒΕΡΟΙΑΝ xyxy=(679,2083,743,2094)
body-text: ΜΟΝΑΧΟΝ, 19. (Ρώυτερ). Κηρύσσεται δημόσιον πένθος εις το Μόναχον, μετά την πτώσιν αεροπλάνου εις το κέντρον της πόλεως. xyxy=(1374,1073,1563,1118)
article-beirut xyxy=(434,1126,619,1200)
article-body xyxy=(8,1151,430,1272)
dateline: ΑΘΗΝΑΙ, 19. xyxy=(8,1681,80,1693)
body-text: Οι αντάρται αλεξιπτωτισταί του λοχαγού Κιγκ Λη, οι οποίοι κατέλαβον προ ημερών την πρωτεύουσαν του Λάος, εγκατέλειψαν την πόλιν και κατευθύνθησαν προς τα όρη, αφού παρέδωσαν την εξουσίαν εις την νέαν κυβέρνησιν. Κατά τας πληροφορίας, ο λοχαγός Κιγκ Λη εδήλωσεν ότι θα εξακολουθήση τον αγώνα του εναντίον των ξένων επεμβάσεων. Εις την Ουάσιγκτων εκφράζεται ικανοποίησις διά την εξέλιξιν, ενώ τα στρατεύματα της κυβερνήσεως ανέλαβον τον έλεγχον της πόλεως. Ο πρίγκηψ Σουβάνα Φούμα συνέστησεν ηρεμίαν εις τον λαόν. xyxy=(8,614,430,1076)
body-text: Η ζωή του Αιθίοπος διαδόχου, όταν ο αυτοκράτωρ επέστρεψεν εις την πρωτεύουσαν, εσώθη χάρις εις την αυτοθυσίαν ενός στρατηγού, ο οποίος εφονεύθη προσπαθών να τον προστατεύση. Οι στασιασταί, οι οποίοι είχον καταλάβει την εξουσίαν κατά την απουσίαν του αυτοκράτορος, παρεδόθησαν κατά εκατοντάδας εις τα πιστά στρατεύματα. Κατά τας πληροφορίας, ο αυτοκράτωρ εκάλεσε τους στρατιώτας να παραδοθούν, υποσχόμενος επιείκειαν προς όσους δεν συμμετείχον ενεργώς εις το κίνημα. Η ηρεμία επανήλθεν εις την πόλιν, αλλά τα στρατεύματα εξακολουθούν να περιπολούν εις τας οδούς. Η κυβέρνησις ανήγγειλεν ότι θα διεξαχθή ανάκρισις διά την εξακρίβωσιν των ευθυνών. Ο αυτοκράτωρ εγένετο δεκτός με ενθουσιασμόν υπό του πλήθους, το οποίον συνεκεντρώθη εις το αεροδρόμιον. Αι απώλειαι εκ των συγκρούσεων υπολογίζονται εις πολλάς εκατοντάδας νεκρών και τραυματιών. Η πλειονότης των στασιαστών συνελήφθη κατά την διάρκειαν της νυκτός, ενώ ολίγοι εξ αυτών κατέφυγον εις τα όρη. xyxy=(808,259,1172,781)
body-text: Παρά την Μάνδραν της Αττικής, την 5.20' απογ. της χθες, το υπ' αριθ. 1185 αυτοκίνητον, του δημοσίου, εντός του οποίου επέβαινεν ο υφυπουργός των Συγκοινωνιών κ. Κονίτσας, συνεκρούσθη μετά φορτηγού αυτοκινήτου. Λόγω της βροχής, το όχημα παρεξέκλινε της πορείας του και προσέκρουσε βιαίως επί του φορτηγού. Ο υφυπουργός ετραυματίσθη ελαφρώς, ενώ ο οδηγός του υπέστη βαρύτατα τραύματα και μετεφέρθη εις νοσοκομείον των Αθηνών, όπου υπεβλήθη εις εγχείρησιν. Η κατάστασίς του κρίνεται σοβαρά. xyxy=(8,1681,215,1837)
section-subhead: ΙΣΡΑΗΛΙΝΗ ΑΝΑΚΟΙΝΩΣΙΣ xyxy=(834,1042,961,1053)
column-rule xyxy=(1174,20,1175,2316)
article-gold xyxy=(434,814,619,938)
body-text: ΝΕΑ ΥΟΡΚΗ, 19. (Ασσ. Πρέσ). Ο αριθμός των νεκρών εκ της πυρκαγιάς του αεροπλανοφόρου αναμένεται να υπερβή τους εκατόν, καθ' όσον πολλοί εργάται παραμένουν παγιδευμένοι. xyxy=(1374,960,1563,1016)
section-subhead: ΠΡΟΝΤΙΣΑΜΕΝΟ ΑΠΟ ΜΗΝΩΝ xyxy=(824,556,971,567)
section-subhead: ΓΑΛΛΙΚΗ ΑΝΑΚΟΙΝΩΣΙΣ xyxy=(653,1264,770,1274)
headline: ΕΛΗΞΕΝ Η ΑΠΕΡΓΙΑ ΤΩΝ ΣΥΝΤΑΚΤΩΝ ΕΝ ΙΤΑΛΙΑ xyxy=(83,1285,354,1300)
body-text: ΚΩΝΣΤΑΝΤΙΝΟΥΠΟΛΙΣ, 19. (Ασσ. Πρέσ). Νεαρός κατεκρεούργησε την μητέρα του κατόπιν φιλονικίας. xyxy=(994,742,1172,776)
body-text: ΝΕΑ ΥΟΡΚΗ, 19. (Ασσ. Πρέσ). Ο αριθμός των νεκρών εκ της πυρκαγιάς του αεροπλανοφόρου αναμένεται να υπερβή τους εκατόν, καθ' όσον πολλοί εργάται παραμένουν παγιδευμένοι. xyxy=(1176,919,1366,975)
body-text: Παρά την Μάνδραν της Αττικής, την 5.20' απογ. της χθες, το υπ' αριθ. 1185 αυτοκίνητον, του δημοσίου, εντός του οποίου επέβαινεν ο υφυπουργός των Συγκοινωνιών κ. Κονίτσας, συνεκρούσθη μετά φορτηγού αυτοκινήτου. Λόγω της βροχής, το όχημα παρεξέκλινε της πορείας του και προσέκρουσε βιαίως επί του φορτηγού. Ο υφυπουργός ετραυματίσθη ελαφρώς, ενώ ο οδηγός του υπέστη βαρύτατα τραύματα και μετεφέρθη εις νοσοκομείον των Αθηνών, όπου υπεβλήθη εις εγχείρησιν. Η κατάστασίς του κρίνεται σοβαρά. xyxy=(51,1681,430,1837)
body-text: Εγνώσθη, εκ καλώς πληροφορημένων κύκλων, ότι η γερμανική προσφορά διά βοήθειαν της Ελλάδος και της Τουρκίας εξαρτάται από ωρισμένους όρους. Η Δυτική Γερμανία επιθυμεί να εξασφαλίση ότι η βοήθεια θα χρησιμοποιηθή διά την οικονομικήν ανάπτυξιν των δύο χωρών και ότι θα υπάρξη συντονισμός με τας λοιπάς χώρας του ΝΑΤΟ. Εις τους αγγλικούς κύκλους εκφράζεται η επιθυμία όπως ο Έλλην πρωθυπουργός κ. Καραμανλής μη θίξη το ζήτημα κατά την προσεχή σύνοδον. Το θέμα θα συζητηθή κατά την συνάντησιν των υπουργών Οικονομικών, η οποία θα πραγματοποιηθή εντός του μηνός. Η Ελλάς ζητεί μακροπρόθεσμα δάνεια διά την εκτέλεσιν του προγράμματος οικονομικής αναπτύξεως, ενώ η Τουρκία επιδιώκει την ενίσχυσιν του ισοζυγίου πληρωμών της. xyxy=(1176,243,1366,489)
headline: Η ΤΟΥΡΙΣΤΙΚΗ ΑΝΑΠΤΥΞΙΣ ΤΗΣ ΠΕΡΙΟΧΗΣ ΗΡΑΚΛΕΙΟΥ xyxy=(449,1212,604,1238)
article-body xyxy=(8,1682,430,1837)
body-text: ΑΘΗΝΑΙ, 19. Το πλημμελειοδικείον απήλλαξεν 20 εκ των 21 κατηγορουμένων οικοδόμων, ο δε εισαγγελεύς ήσκησεν έφεσιν κατά της αποφάσεως. xyxy=(1374,798,1563,854)
section-subhead: ΕΠΑΓΓΕΛΘΕΝ ΕΝΤΟΣ ΣΗΡΑΓΓΟΣ xyxy=(1004,1832,1162,1843)
article-body: ΑΘΗΝΑΙ, 19. Ο πλοίαρχος υπέβαλεν αίτησιν αποφυλακίσεως εις το δικαστικόν συμβούλιον. xyxy=(434,1078,619,1112)
divider xyxy=(434,1031,619,1033)
section-subhead: ΕΝΤΟΛΗ Ο ΑΙ-ΣΕΝΧΑΟΥΕΡ xyxy=(1019,1142,1148,1153)
article-body xyxy=(1176,664,1563,719)
article-body: ΓΡΕΒΕΝΑ, 19. Στρατιωτικόν αυτοκίνητον ανετράπη εις την οδόν προς τα Γρεβενά. xyxy=(434,1316,619,1349)
body-text: Η ζωή του Αιθίοπος διαδόχου, όταν ο αυτοκράτωρ επέστρεψεν εις την πρωτεύουσαν, εσώθη χάρις εις την αυτοθυσίαν ενός στρατηγού, ο οποίος εφονεύθη προσπαθών να τον προστατεύση. Οι στασιασταί, οι οποίοι είχον καταλάβει την εξουσίαν κατά την απουσίαν του αυτοκράτορος, παρεδόθησαν κατά εκατοντάδας εις τα πιστά στρατεύματα. Κατά τας πληροφορίας, ο αυτοκράτωρ εκάλεσε τους στρατιώτας να παραδοθούν, υποσχόμενος επιείκειαν προς όσους δεν συμμετείχον ενεργώς εις το κίνημα. Η ηρεμία επανήλθεν εις την πόλιν, αλλά τα στρατεύματα εξακολουθούν να περιπολούν εις τας οδούς. Η κυβέρνησις ανήγγειλεν ότι θα διεξαχθή ανάκρισις διά την εξακρίβωσιν των ευθυνών. Ο αυτοκράτωρ εγένετο δεκτός με ενθουσιασμόν υπό του πλήθους, το οποίον συνεκεντρώθη εις το αεροδρόμιον. Αι απώλειαι εκ των συγκρούσεων υπολογίζονται εις πολλάς εκατοντάδας νεκρών και τραυματιών. Η πλειονότης των στασιαστών συνελήφθη κατά την διάρκειαν της νυκτός, ενώ ολίγοι εξ αυτών κατέφυγον εις τα όρη. xyxy=(623,270,801,615)
body-text: ΑΘΗΝΑΙ, 19. Το πλημμελειοδικείον απήλλαξεν 20 εκ των 21 κατηγορουμένων οικοδόμων, ο δε εισαγγελεύς ήσκησεν έφεσιν κατά της αποφάσεως. xyxy=(1176,784,1366,840)
headline: ΕΠΙΚΕΙΤΑΙ ΑΝΑΓΓΕΛΙΑ ΣΥΜΦΩΝΙΑΣ ΜΕΤΑΞΥ ΚΟΥΒΑΣ ΚΑΙ ΣΟΒ. ΡΩΣΣΙΑΣ xyxy=(49,370,389,416)
divider xyxy=(623,1567,1172,1568)
article-educators xyxy=(434,348,619,443)
subheadline: Ο «ΑΜΒΩΝ» ΔΕΝ ΟΡΡΩΔΕΙ ΠΡΟ ΤΩΝ ΑΠΕΙΛΩΝ xyxy=(45,203,393,223)
section-subhead: ΑΙΤΗΣΙΣ ΜΕΣΟΛΑΒΗΣΕΩΣ xyxy=(49,799,174,810)
section-subhead: ΚΑΤΑΣΤΡΟΦΑΙ ΕΙΣ Ν. ΕΛΛΑΔΑ xyxy=(824,1765,971,1776)
headline: Η ΑΝΤΙΔΡΑΣΙΣ ΕΝΑΝΤΙΟΝ ΤΟΥ Φ. ΚΑΣΤΡΟ ΟΓΚΟΥΤΑΙ ΗΜΕΡΑ ΤΗ ΗΜΕΡΑ ΕΙΣ ΚΟΥΒΑΝ xyxy=(45,27,393,149)
body-text: Κατ' ανακοίνωσιν της εθνικής μετεωρολογικής υπηρεσίας, ο καιρός θα είναι αύριον νεφελώδης με βροχάς και καταιγίδας εις τα δυτικά και τα νότια τμήματα της χώρας. Εις την περιοχήν της Βεροίας επικρατεί πυκνή ομίχλη, η οποία δυσχεραίνει την κυκλοφορίαν. Εις την Νότιον Ελλάδα αι βροχαί προεκάλεσαν πλημμύρας και καταστροφάς εις τας καλλιεργείας. Εις την Ιταλίαν, η κακοκαιρία προεκάλεσε τον θάνατον εννέα ατόμων, ενώ πολλά χωρία απεκόπησαν λόγω των πλημμυρών. Αι αρχαί έλαβον έκτακτα μέτρα διά την βοήθειαν των πληγέντων. xyxy=(623,1901,801,2079)
headline: ΑΙ ΑΡΑΒΙΚΑΙ ΧΩΡΑΙ ΑΝΗΣΥΧΟΥΝ ΖΗΩΡΟΤΑΤΑ ΑΠΟ ΤΗΝ ΠΡΟΣΠΑΘΕΙΑΝ ΤΟΥ ΙΣΡΑΗΛ ΟΠΩΣ ΚΑΤΑΣΚΕΥΑΣΗ ΑΤΟΜΙΚΗΝ ΒΟΜΒΑΝ xyxy=(674,790,1121,946)
body-text: ΝΕΑ ΥΟΡΚΗ, 19. (Ασσ. Πρέσ). Ο αριθμός των νεκρών εκ της πυρκαγιάς του αεροπλανοφόρου αναμένεται να υπερβή τους εκατόν, καθ' όσον πολλοί εργάται παραμένουν παγιδευμένοι. xyxy=(1176,919,1563,1027)
article-ethiopia xyxy=(623,27,1172,781)
body-text: Κατ' ανακοίνωσιν της εθνικής μετεωρολογικής υπηρεσίας, ο καιρός θα είναι αύριον νεφελώδης με βροχάς και καταιγίδας εις τα δυτικά και τα νότια τμήματα της χώρας. Εις την περιοχήν της Βεροίας επικρατεί πυκνή ομίχλη, η οποία δυσχεραίνει την κυκλοφορίαν. Εις την Νότιον Ελλάδα αι βροχαί προεκάλεσαν πλημμύρας και καταστροφάς εις τας καλλιεργείας. Εις την Ιταλίαν, η κακοκαιρία προεκάλεσε τον θάνατον εννέα ατόμων, ενώ πολλά χωρία απεκόπησαν λόγω των πλημμυρών. Αι αρχαί έλαβον έκτακτα μέτρα διά την βοήθειαν των πληγέντων. xyxy=(994,2041,1172,2220)
article-body: ΧΟΓΚ ΚΟΓΚ, 19. (Ρώυτερ). Ο πρωθυπουργός της Κίνας θα επισκεφθή την Βιρμανίαν εντός του επομένου μηνός. xyxy=(434,582,619,627)
divider xyxy=(8,536,430,538)
article-body: ΒΑΓΔΑΤΗ, 19. (Ρώυτερ). Ο νέος πρέσβυς της Ιορδανίας εις το Ιράκ επέδωσε σήμερον τα διαπιστευτήριά του εις τον πρωθυπουργόν του Ιράκ, στρατηγόν Κασσέμ. Η επίσκεψις ερμηνεύεται ως ένδειξις βελτιώσεως των σχέσεων μεταξύ των δύο αραβικών χωρών, αι οποίαι είχον διακόψει τας διπλωματικάς των σχέσεις. xyxy=(434,222,619,334)
article-teacher xyxy=(434,27,619,157)
section-subhead: ΕΝΝΕΑ ΝΕΚΡΟΙ ΕΙΣ ΙΤΑΛΙΑΝ xyxy=(829,2158,966,2169)
body-text: Κατ' ανακοίνωσιν της εθνικής μετεωρολογικής υπηρεσίας, ο καιρός θα είναι αύριον νεφελώδης με βροχάς και καταιγίδας εις τα δυτικά και τα νότια τμήματα της χώρας. Εις την περιοχήν της Βεροίας επικρατεί πυκνή ομίχλη, η οποία δυσχεραίνει την κυκλοφορίαν. Εις την Νότιον Ελλάδα αι βροχαί προεκάλεσαν πλημμύρας και καταστροφάς εις τας καλλιεργείας. Εις την Ιταλίαν, η κακοκαιρία προεκάλεσε τον θάνατον εννέα ατόμων, ενώ πολλά χωρία απεκόπησαν λόγω των πλημμυρών. Αι αρχαί έλαβον έκτακτα μέτρα διά την βοήθειαν των πληγέντων. xyxy=(808,1704,1172,2228)
section-subhead: ΙΚΑΝΟΠΟΙΗΣΙΣ ΕΙΣ ΟΥΑΣΙΓΚΤΩΝ xyxy=(247,698,406,709)
body-text: Αι αραβικαί χώραι εκφράζουν την ανησυχίαν των διά τας πληροφορίας, συμφώνως προς τας οποίας το Ισραήλ καταβάλλει προσπαθείας διά την κατασκευήν ατομικής βόμβας. Αι πληροφορίαι αύται προκαλούν ανησυχίαν και εις τας δυτικάς πρωτευούσας, αι οποίαι ζητούν εξηγήσεις. Η ισραηλινή κυβέρνησις διαψεύδει κατηγορηματικώς τας πληροφορίας και δηλώνει ότι ο ατομικός αντιδραστήρ, τον οποίον κατασκευάζει, προορίζεται αποκλειστικώς διά ειρηνικούς σκοπούς. Η αμερικανική κυβέρνησις εζήτησε πληροφορίας διά τον χαρακτήρα της εγκαταστάσεως. Εν Καΐρω, ο τύπος γράφει ότι η προσπάθεια του Ισραήλ αποτελεί απειλήν διά την ειρήνην της Μέσης Ανατολής και ότι αι αραβικαί χώραι θα λάβουν τα αναγκαία μέτρα. Εις το Λονδίνον, ο εκπρόσωπος του υπουργείου Εξωτερικών εδήλωσεν ότι η βρετανική κυβέρνησις δεν είναι εις θέσιν να επιβεβαιώση τας πληροφορίας. xyxy=(808,947,1172,1486)
section-subhead: ΕΜΟΛΥΝΑΝ ΤΟ ΥΔΩΡ xyxy=(1031,472,1136,483)
body-text: Ο Ρώσσος πρωθυπουργός κ. Κρούστσεφ, επεσκέφθη σήμερον τον Κουβανόν αντιπρόσωπον και συνεζήτησε μετ' αυτού θέματα αφορώντα εις την οικονομικήν συνεργασίαν των δύο χωρών. Κατά πληροφορίας εκ πηγών προσκειμένων προς το Κρεμλίνον, η συμφωνία προβλέπει την παροχήν πιστώσεων και την αγοράν σακχάρεως. Η ανακοίνωσις της συμφωνίας αναμένεται εντός των προσεχών ημερών, μετά την ολοκλήρωσιν των διαπραγματεύσεων. Ο Κουβανός αντιπρόσωπος εδήλωσεν ότι η συνεργασία των δύο χωρών θα επεκταθή και εις άλλους τομείς, ιδία δε εις τον τεχνικόν και τον πολιτιστικόν. Αι δηλώσεις προεκάλεσαν εντύπωσιν εις τους διπλωματικούς κύκλους της ρωσικής πρωτευούσης. xyxy=(8,418,430,530)
divider xyxy=(623,1494,1172,1496)
subheadline: Η ΝΗΣΟΣ ΕΙΧΕ ΦΥΓΕΙ ΑΠΟ ΤΑ ΤΟΥΡΚΙΚΑ ΧΕΡΙΑ xyxy=(1238,1247,1501,1262)
divider xyxy=(1176,860,1563,862)
body-text: ΚΩΝΣΤΑΝΤΙΝΟΥΠΟΛΙΣ, 19. (Ασσ. Πρέσ). Ο πρώην πρωθυπουργός της Τουρκίας απολογούμενος ενώπιον του δικαστηρίου ισχυρίσθη ότι χάρις εις τας προσπαθείας του αποκατεστάθη η κυριαρχία της Τουρκίας επί της Κύπρου. xyxy=(1374,1264,1563,1330)
column-rule xyxy=(431,20,432,2316)
section-subhead: Η ΑΓΓΛΙΚΗ ΑΠΟΨΙΣ xyxy=(279,916,374,927)
article-cuba-ussr xyxy=(8,370,430,530)
dateline: ΠΑΡΙΣΙΟΙ, 19. (Ασσ. Πρέσ). xyxy=(1176,243,1318,255)
divider xyxy=(1176,726,1563,728)
body-text: Αι αραβικαί χώραι εκφράζουν την ανησυχίαν των διά τας πληροφορίας, συμφώνως προς τας οποίας το Ισραήλ καταβάλλει προσπαθείας διά την κατασκευήν ατομικής βόμβας. Αι πληροφορίαι αύται προκαλούν ανησυχίαν και εις τας δυτικάς πρωτευούσας, αι οποίαι ζητούν εξηγήσεις. Η ισραηλινή κυβέρνησις διαψεύδει κατηγορηματικώς τας πληροφορίας και δηλώνει ότι ο ατομικός αντιδραστήρ, τον οποίον κατασκευάζει, προορίζεται αποκλειστικώς διά ειρηνικούς σκοπούς. Η αμερικανική κυβέρνησις εζήτησε πληροφορίας διά τον χαρακτήρα της εγκαταστάσεως. Εν Καΐρω, ο τύπος γράφει ότι η προσπάθεια του Ισραήλ αποτελεί απειλήν διά την ειρήνην της Μέσης Ανατολής και ότι αι αραβικαί χώραι θα λάβουν τα αναγκαία μέτρα. Εις το Λονδίνον, ο εκπρόσωπος του υπουργείου Εξωτερικών εδήλωσεν ότι η βρετανική κυβέρνησις δεν είναι εις θέσιν να επιβεβαιώση τας πληροφορίας. xyxy=(623,947,987,1488)
subheadline: Λόγω της βροχής τό όχημα παρεξέκλινε xyxy=(60,1612,378,1632)
article-weather xyxy=(623,1499,1172,2228)
divider xyxy=(8,1091,430,1093)
section-subhead: Ο κ. ΜΠΡΕΖΗΜΕΑΣ ΔΕΝ ΔΙΔΕΙ ΑΠΑΝΤΗΣΙΝ ΕΙΣ ΤΟΝ κ. ΘΕΝΑΗΝ xyxy=(998,546,1169,580)
kicker: Παρά την Μάνδραν της Αττικής xyxy=(90,1433,348,1453)
section-subhead: ΑΝΕΡΧΕΤΑΙ Ο ΠΗΝΕΙΟΣ ΗΛΕΙΑΣ xyxy=(634,1887,789,1898)
article-body: ΘΕΣΣΑΛΟΝΙΚΗ, 19. Η τιμή της χρυσής λίρας εσημείωσε νέαν άνοδον εις την αγοράν. xyxy=(434,904,619,939)
section-subhead: ΟΔ ΕΓΚΑΤΑΛΕΙΦΘΗ xyxy=(1421,947,1516,958)
article-body: ΑΘΗΝΑΙ, 19. Ρυθμίζεται το θέμα της καταβολής επιδόματος εις τους απομάχους ραδιοτηλεγραφητάς του εμπορικού ναυτικού. xyxy=(434,496,619,541)
headline: ΒΡΕΤΑΝΝΟΙ ΒΟΥΛΕΥΤΑΙ ΑΦΙΧΘΗΣΑΝ ΕΙΣ ΤΗΝ ΒΟΥΔΑΠΕΣΤΗΝ xyxy=(459,639,594,678)
divider xyxy=(1176,189,1563,190)
headline: ΑΠΗΛΛΑΓΗΣΑΝ 20 ΕΚ ΤΩΝ 21 ΔΙΚΑΖΟΜΕΝΩΝ ΕΙΣ ΑΘΗΝΑΣ ΕΡΓΑΤΟΤΕΧΝΙΤΩΝ ΟΙΚΟΔΟΜΩΝ ΑΛΛ' ΥΠΟ ΤΟΥ ΕΙΣΑΓΓΕΛΕΩΣ ΗΣΚΗΘΗ ΕΦΕΣΙΣ xyxy=(1198,730,1542,783)
subheadline: ΟΙ ΣΤΡΑΤΙΩΤΑΙ ΕΚΛΗΘΗΣΑΝ ΝΑ ΠΑΡΑΔΟΘΟΥΝ xyxy=(690,191,1105,257)
divider xyxy=(1176,1033,1563,1035)
column-3 xyxy=(623,27,1172,2314)
byline: ΡΟΥ-ΕΣΣΟΓΙΑΝ xyxy=(141,783,215,793)
divider xyxy=(623,786,1172,788)
article-canaveral xyxy=(1176,612,1563,719)
body-text: ΧΑΡΤΟΥΜ, 19. (Ασσ. Πρέσ). Ο αυτοκράτωρ Χαϊλέ Σελασιέ απηύθυνεν έκκλησιν προς τον λαόν να διατηρήση την ηρεμίαν και να υποστηρίξη την νόμιμον κυβέρνησιν. xyxy=(994,485,1172,541)
section-subhead: ΟΙ ΔΗΜΟΔΙΔΑΣΚΑΛΟΙ xyxy=(273,1318,380,1328)
article-body xyxy=(8,419,430,530)
article-munich xyxy=(1176,1041,1563,1118)
article-body: ΗΡΑΚΛΕΙΟΝ, 19. Μελετάται η τουριστική ανάπτυξις της περιοχής με την κατασκευήν νέων ξενοδοχείων. xyxy=(434,1240,619,1274)
headline: ΕΤΡΑΥΜΑΤΙΣΘΗ Ο κ. ΘΕΜ. ΚΟΝΙΤΣΑΣ ΥΦΥΠΟΥΡΓΟΣ ΤΩΝ ΣΥΓΚΟΙΝΩΝΙΩΝ ΕΚ ΣΥΓΚΡΟΥΣΕΩΣ ΔΥΟ ΑΥΤΟΚΙΝΗΤΩΝ xyxy=(45,1455,393,1610)
article-captain xyxy=(434,1039,619,1112)
section-subhead: ΕΚΚΛΗΣΙΣ ΤΟΥ ΣΕΛΑΣΙΕ xyxy=(839,481,956,492)
body-text: ΡΩΜΗ, 19. (Ρώυτερ). Αι Ιταλικαί εφημερίδες επανεκυκλοφόρησαν σήμερον, μετά την λήξιν της απεργίας των συντακτών, η οποία διήρκεσε τρεις ημέρας. Εν τω μεταξύ, οι δημοδιδάσκαλοι της χώρας διετύπωσαν αιτήματα διά την αύξησιν των αποδοχών των και απειλούν με απεργίαν, εάν δεν ικανοποιηθούν. xyxy=(223,1331,430,1421)
headline: ΕΙΣ ΤΟ ΚΑΝΑΒΕΡΑΛ ΕΞΕΤΟΞΕΥΘΗ ΕΠΙΤΥΧΩΣ ΘΑΛΑΜΙΣΚΟΣ ΕΝΟΣ ΤΟΝΝΟΥ ΚΑΘ' ΟΛΑ ΟΜΟΙΟΣ ΜΕ ΔΙΑΣΤΗΜΟΠΛΟΙΟΝ xyxy=(1205,610,1535,662)
